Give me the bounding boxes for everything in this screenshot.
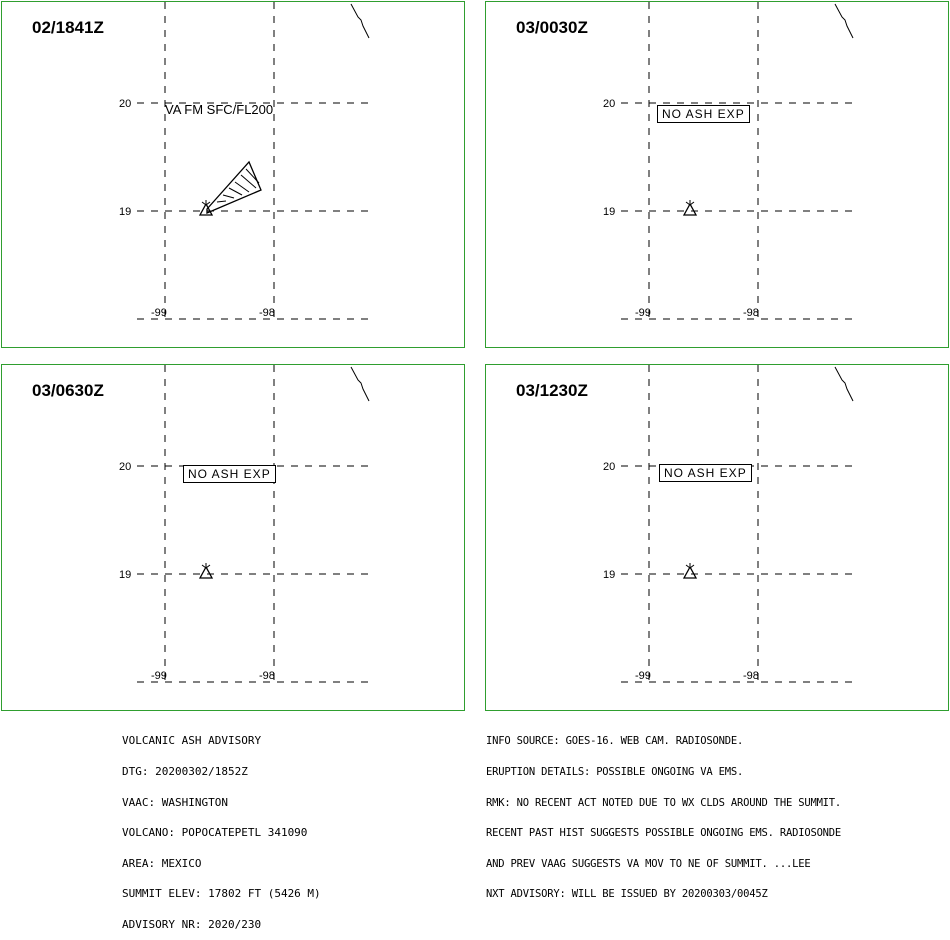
remarks-line: RMK: NO RECENT ACT NOTED DUE TO WX CLDS AROUND THE SUMMIT. xyxy=(486,796,842,809)
remarks-line: ERUPTION DETAILS: POSSIBLE ONGOING VA EMS. xyxy=(486,766,744,779)
lat-label-20: 20 xyxy=(119,461,132,473)
lon-label-98: -98 xyxy=(259,670,275,682)
panel-time: 03/0630Z xyxy=(32,381,104,400)
advisory-line: SUMMIT ELEV: 17802 FT (5426 M) xyxy=(122,887,321,901)
lon-label-98: -98 xyxy=(743,307,759,319)
no-ash-label: NO ASH EXP xyxy=(657,105,750,123)
advisory-line: VAAC: WASHINGTON xyxy=(122,795,228,809)
lat-label-20: 20 xyxy=(603,98,616,110)
volcano-icon xyxy=(200,200,212,215)
advisory-line: ADVISORY NR: 2020/230 xyxy=(122,918,262,932)
lat-label-19: 19 xyxy=(119,569,132,581)
no-ash-label: NO ASH EXP xyxy=(659,464,752,482)
coastline xyxy=(835,4,853,38)
coastline xyxy=(351,4,369,38)
lat-label-19: 19 xyxy=(603,569,616,581)
volcano-icon xyxy=(684,200,696,215)
map-svg xyxy=(2,365,466,712)
va-level-label: VA FM SFC/FL200 xyxy=(165,102,274,117)
volcano-icon xyxy=(684,563,696,578)
lat-label-19: 19 xyxy=(119,206,132,218)
forecast-panel-1 xyxy=(1,1,465,348)
advisory-header-block xyxy=(122,716,321,940)
map-svg xyxy=(2,2,466,349)
coastline xyxy=(351,367,369,401)
panel-time: 03/0030Z xyxy=(516,18,588,37)
remarks-line: AND PREV VAAG SUGGESTS VA MOV TO NE OF SUMMIT. ...LEE xyxy=(486,857,811,870)
remarks-line: RECENT PAST HIST SUGGESTS POSSIBLE ONGOING EMS. RADIOSONDE xyxy=(486,827,842,840)
remarks-line: NXT ADVISORY: WILL BE ISSUED BY 20200303/0045Z xyxy=(486,888,768,901)
coastline xyxy=(835,367,853,401)
panel-time: 03/1230Z xyxy=(516,381,588,400)
advisory-line: VOLCANIC ASH ADVISORY xyxy=(122,734,262,748)
lat-label-20: 20 xyxy=(119,98,132,110)
forecast-panel-2 xyxy=(485,1,949,348)
remarks-line: INFO SOURCE: GOES-16. WEB CAM. RADIOSONDE. xyxy=(486,735,744,748)
lon-label-98: -98 xyxy=(259,307,275,319)
lon-label-99: -99 xyxy=(635,670,651,682)
lat-label-20: 20 xyxy=(603,461,616,473)
advisory-line: AREA: MEXICO xyxy=(122,856,202,870)
lon-label-98: -98 xyxy=(743,670,759,682)
lat-label-19: 19 xyxy=(603,206,616,218)
forecast-panel-4 xyxy=(485,364,949,711)
map-svg xyxy=(486,365,950,712)
panel-time: 02/1841Z xyxy=(32,18,104,37)
no-ash-label: NO ASH EXP xyxy=(183,465,276,483)
volcano-icon xyxy=(200,563,212,578)
lon-label-99: -99 xyxy=(635,307,651,319)
lon-label-99: -99 xyxy=(151,670,167,682)
lon-label-99: -99 xyxy=(151,307,167,319)
ash-cloud-polygon xyxy=(207,162,261,213)
advisory-remarks-block xyxy=(486,716,841,910)
advisory-line: DTG: 20200302/1852Z xyxy=(122,765,248,779)
map-svg xyxy=(486,2,950,349)
advisory-line: VOLCANO: POPOCATEPETL 341090 xyxy=(122,826,308,840)
forecast-panel-3 xyxy=(1,364,465,711)
